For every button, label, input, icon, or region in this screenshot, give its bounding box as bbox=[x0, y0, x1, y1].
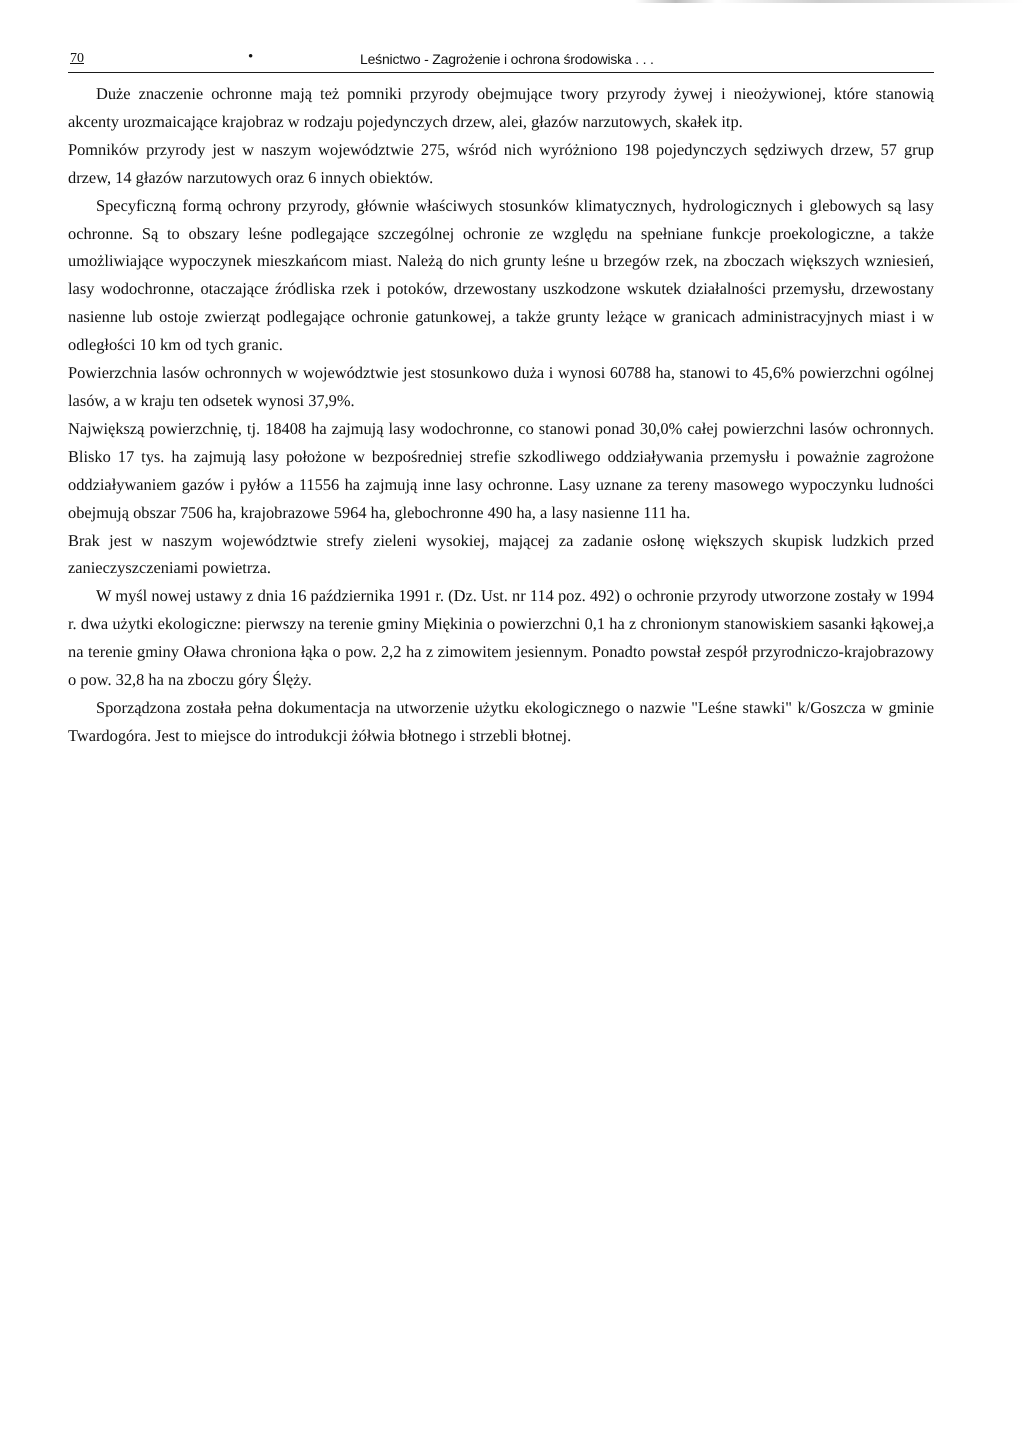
page-number: 70 bbox=[70, 51, 84, 66]
scan-edge bbox=[0, 0, 1024, 3]
running-header bbox=[68, 50, 934, 73]
paragraph-green-zone: Brak jest w naszym województwie strefy zieleni wysokiej, mającej za zadanie osłonę większych skupisk ludzkich przed zanieczyszczeniami powietrza. bbox=[68, 530, 934, 578]
paragraph-forest-area: Powierzchnia lasów ochronnych w województwie jest stosunkowo duża i wynosi 60788 ha, stanowi to 45,6% powierzchni ogólnej lasów, a w kraju ten odsetek wynosi 37,9%. bbox=[68, 363, 934, 410]
paragraph-water-protection: Największą powierzchnię, tj. 18408 ha zajmują lasy wodochronne, co stanowi ponad 30,0% całej powierzchni lasów ochronnych. Blisko 17 tys. ha zajmują lasy położone w bezpośredniej strefie szkodliwego oddziaływania przemysłu i poważnie zagrożone oddziaływaniem gazów i pyłów a 11556 ha zajmują inne lasy ochronne. Lasy uznane za tereny masowego wypoczynku ludności obejmują obszar 7506 ha, krajobrazowe 5964 ha, glebochronne 490 ha, a lasy nasienne 111 ha. bbox=[68, 418, 934, 522]
paragraph-documentation: Sporządzona została pełna dokumentacja na utworzenie użytku ekologicznego o nazwie "Leśne stawki" k/Goszcza w gminie Twardogóra. Jest to miejsce do introdukcji żółwia błotnego i strzebli błotnej. bbox=[68, 697, 934, 745]
paragraph-natural-monuments: Duże znaczenie ochronne mają też pomniki przyrody obejmujące twory przyrody żywej i nieożywionej, które stanowią akcenty urozmaicające krajobraz w rodzaju pojedynczych drzew, alei, głazów narzutowych, skałek itp. bbox=[68, 84, 934, 131]
paragraph-monument-counts: Pomników przyrody jest w naszym województwie 275, wśród nich wyróżniono 198 pojedynczych sędziwych drzew, 57 grup drzew, 14 głazów narzutowych oraz 6 innych obiektów. bbox=[68, 139, 934, 187]
body-text bbox=[68, 80, 934, 750]
header-bullet: • bbox=[248, 49, 254, 65]
paragraph-ecological-sites: W myśl nowej ustawy z dnia 16 października 1991 r. (Dz. Ust. nr 114 poz. 492) o ochronie przyrody utworzone zostały w 1994 r. dwa użytki ekologiczne: pierwszy na terenie gminy Miękinia o powierzchni 0,1 ha z chronionym stanowiskiem sasanki łąkowej,a na terenie gminy Oława chroniona łąka o pow. 2,2 ha z zimowitem jesiennym. Ponadto powstał zespół przyrodniczo-krajobrazowy o pow. 32,8 ha na zboczu góry Ślęży. bbox=[68, 586, 934, 690]
running-title: Leśnictwo - Zagrożenie i ochrona środowiska . . . bbox=[360, 51, 654, 67]
paragraph-protective-forests: Specyficzną formą ochrony przyrody, głównie właściwych stosunków klimatycznych, hydrologicznych i glebowych są lasy ochronne. Są to obszary leśne podlegające szczególnej ochronie ze względu na spełniane funkcje proekologiczne, a także umożliwiające wypoczynek mieszkańcom miast. Należą do nich grunty leśne u brzegów rzek, na zboczach większych wzniesień, lasy wodochronne, otaczające źródliska rzek i potoków, drzewostany uszkodzone wskutek działalności przemysłu, drzewostany nasienne lub ostoje zwierząt podlegające ochronie gatunkowej, a także grunty leżące w granicach administracyjnych miast i w odległości 10 km od tych granic. bbox=[68, 195, 934, 355]
